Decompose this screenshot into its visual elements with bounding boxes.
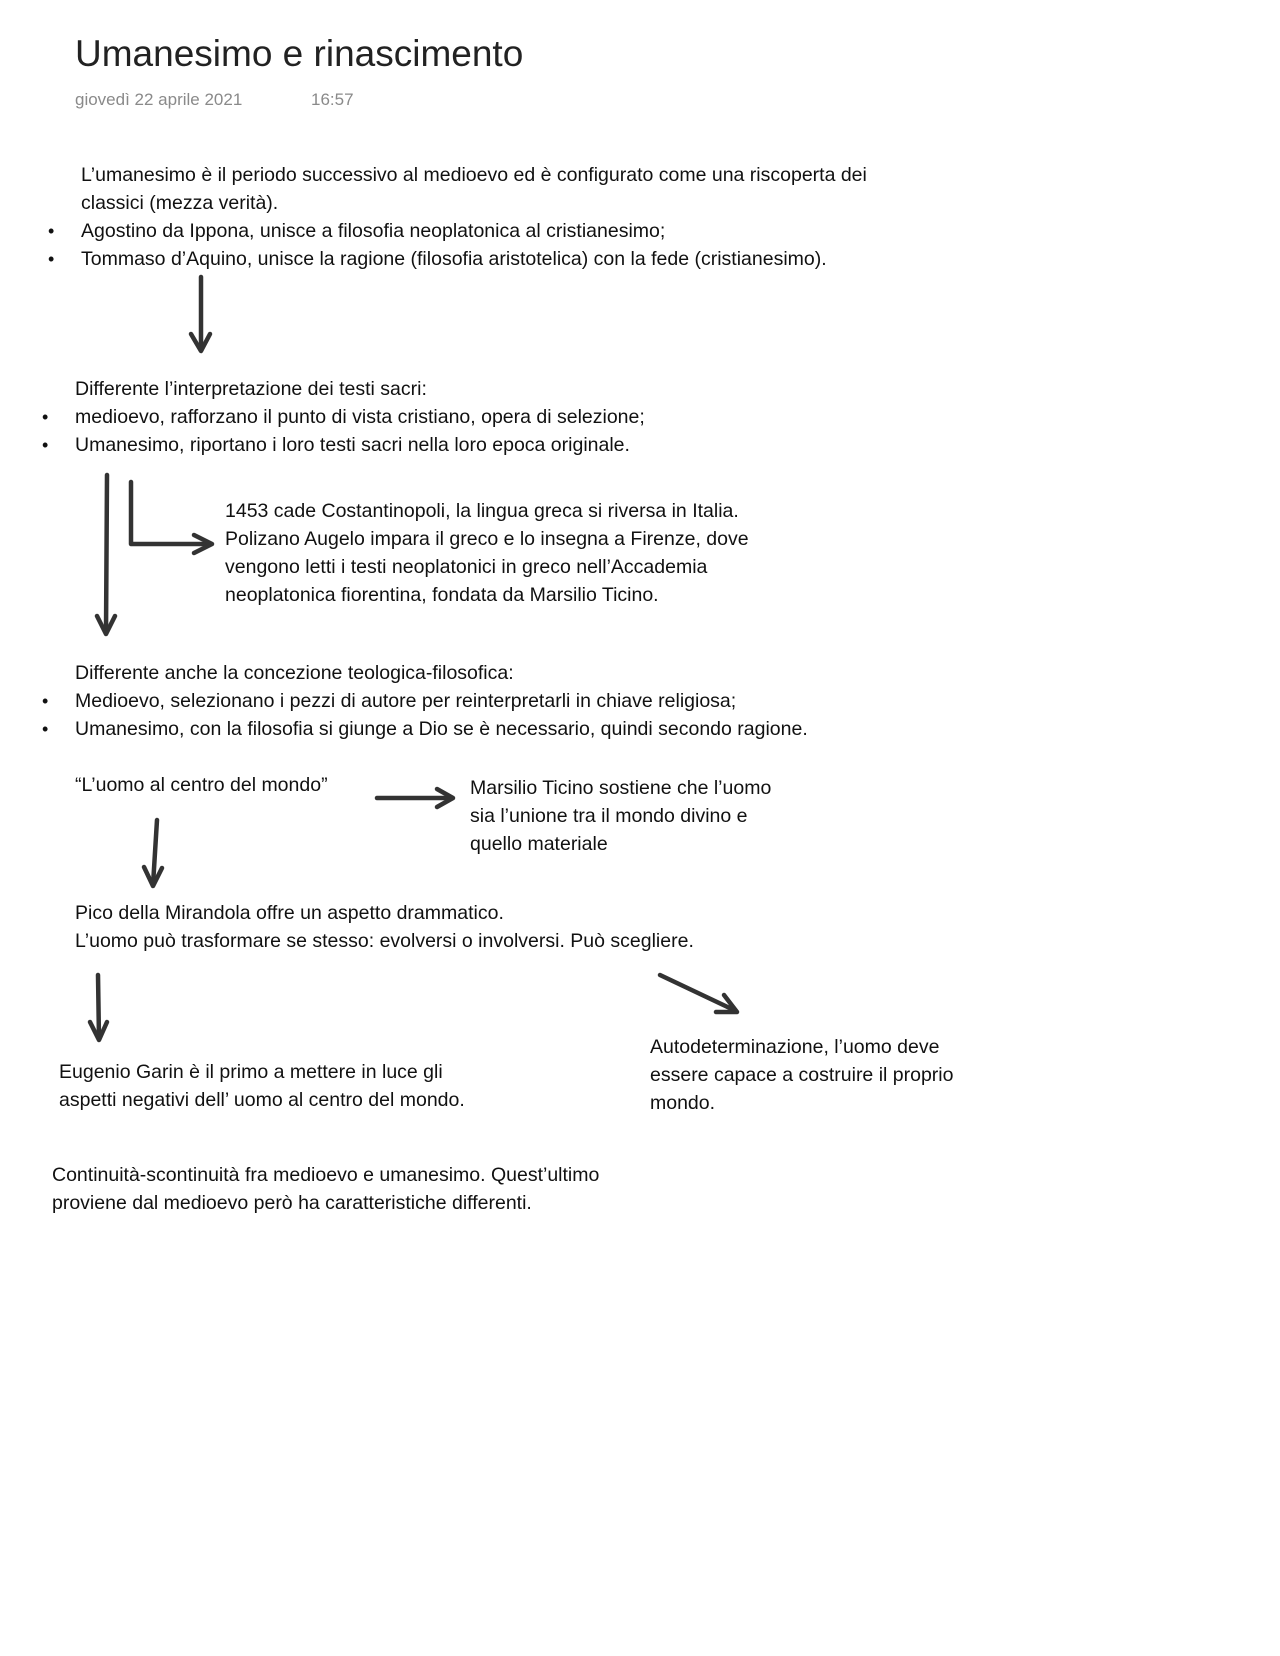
note-line: mondo. xyxy=(650,1092,716,1114)
bullet-icon: • xyxy=(42,691,49,711)
interpretation-block xyxy=(42,375,645,459)
constantinople-note xyxy=(225,497,749,609)
arrow-icon xyxy=(660,975,737,1012)
note-line: L’uomo può trasformare se stesso: evolversi o involversi. Può scegliere. xyxy=(75,930,694,952)
intro-line: classici (mezza verità). xyxy=(81,192,279,214)
note-line: proviene dal medioevo però ha caratteristiche differenti. xyxy=(52,1192,532,1214)
bullet-icon: • xyxy=(42,407,49,427)
theology-block xyxy=(42,659,808,743)
note-line: Eugenio Garin è il primo a mettere in luce gli xyxy=(59,1061,443,1083)
self-determination-note xyxy=(650,1033,953,1117)
intro-line: L’umanesimo è il periodo successivo al medioevo ed è configurato come una riscoperta dei xyxy=(81,164,867,186)
note-line: neoplatonica fiorentina, fondata da Marsilio Ticino. xyxy=(225,584,659,606)
note-line: Pico della Mirandola offre un aspetto drammatico. xyxy=(75,902,504,924)
note-line: Polizano Augelo impara il greco e lo insegna a Firenze, dove xyxy=(225,528,749,550)
arrow-icon xyxy=(377,789,453,807)
arrow-icon xyxy=(131,482,212,553)
note-line: Continuità-scontinuità fra medioevo e umanesimo. Quest’ultimo xyxy=(52,1164,600,1186)
note-line: Autodeterminazione, l’uomo deve xyxy=(650,1036,940,1058)
page-time: 16:57 xyxy=(311,90,354,109)
page-title: Umanesimo e rinascimento xyxy=(75,33,524,74)
intro-bullet-list xyxy=(48,217,867,273)
note-line: sia l’unione tra il mondo divino e xyxy=(470,805,748,827)
list-item: • Umanesimo, riportano i loro testi sacri nella loro epoca originale. xyxy=(75,431,645,459)
arrow-icon xyxy=(144,820,162,886)
note-line: quello materiale xyxy=(470,833,608,855)
note-line: essere capace a costruire il proprio xyxy=(650,1064,954,1086)
note-line: vengono letti i testi neoplatonici in greco nell’Accademia xyxy=(225,556,708,578)
pico-note xyxy=(75,899,694,955)
garin-note xyxy=(59,1058,465,1114)
list-item: • Umanesimo, con la filosofia si giunge a Dio se è necessario, quindi secondo ragione. xyxy=(75,715,808,743)
list-item: • medioevo, rafforzano il punto di vista cristiano, opera di selezione; xyxy=(75,403,645,431)
intro-block xyxy=(48,161,867,273)
bullet-icon: • xyxy=(48,221,55,241)
interpretation-bullet-list xyxy=(42,403,645,459)
theology-bullet-list xyxy=(42,687,808,743)
section-heading: Differente anche la concezione teologica-filosofica: xyxy=(75,662,514,684)
page-date: giovedì 22 aprile 2021 xyxy=(75,90,243,109)
bullet-icon: • xyxy=(42,435,49,455)
arrow-icon xyxy=(90,975,107,1040)
list-item: • Tommaso d’Aquino, unisce la ragione (filosofia aristotelica) con la fede (cristianesimo). xyxy=(81,245,867,273)
bullet-icon: • xyxy=(42,719,49,739)
man-center-quote: “L’uomo al centro del mondo” xyxy=(75,774,328,796)
conclusion-note xyxy=(52,1161,599,1217)
bullet-icon: • xyxy=(48,249,55,269)
note-line: aspetti negativi dell’ uomo al centro del mondo. xyxy=(59,1089,465,1111)
ficino-note xyxy=(470,774,771,858)
list-item: • Agostino da Ippona, unisce a filosofia neoplatonica al cristianesimo; xyxy=(81,217,867,245)
note-line: 1453 cade Costantinopoli, la lingua greca si riversa in Italia. xyxy=(225,500,739,522)
section-heading: Differente l’interpretazione dei testi sacri: xyxy=(75,378,427,400)
arrow-icon xyxy=(97,475,115,634)
list-item: • Medioevo, selezionano i pezzi di autore per reinterpretarli in chiave religiosa; xyxy=(75,687,808,715)
arrow-icon xyxy=(191,277,210,351)
note-line: Marsilio Ticino sostiene che l’uomo xyxy=(470,777,772,799)
